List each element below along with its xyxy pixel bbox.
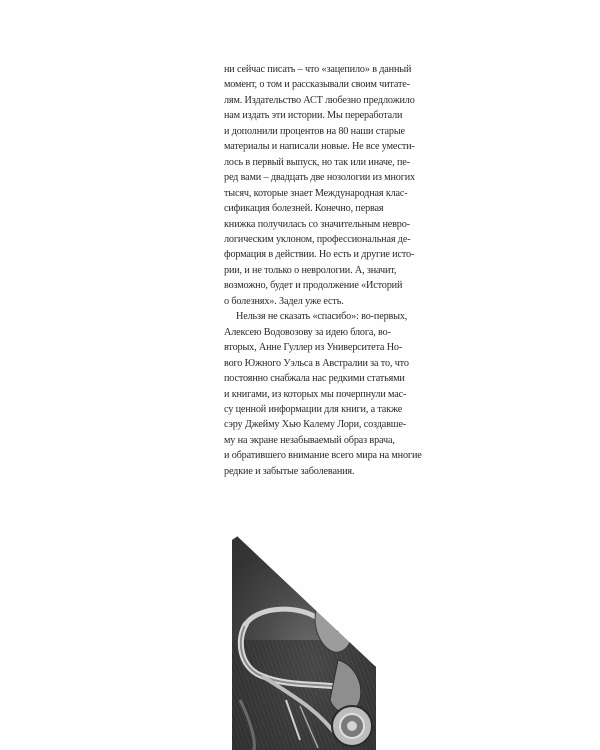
- text-line: тысяч, которые знает Международная клас-: [224, 187, 408, 199]
- text-line: формация в действии. Но есть и другие исто-: [224, 249, 415, 261]
- text-line: сификация болезней. Конечно, первая: [224, 203, 384, 215]
- text-line: материалы и написали новые. Не все умести-: [224, 141, 415, 153]
- text-line: о болезнях». Задел уже есть.: [224, 295, 344, 307]
- text-line: вого Южного Уэльса в Австралии за то, что: [224, 357, 409, 369]
- text-line: су ценной информации для книги, а также: [224, 403, 403, 415]
- text-line: лось в первый выпуск, но так или иначе, пе-: [224, 156, 410, 168]
- text-line: ред вами – двадцать две нозологии из многих: [224, 172, 415, 184]
- text-line: постоянно снабжала нас редкими статьями: [224, 373, 405, 385]
- paragraph-2: [224, 309, 422, 479]
- text-line: возможно, будет и продолжение «Историй: [224, 280, 403, 292]
- text-line: Алексею Водовозову за идею блога, во-: [224, 326, 391, 338]
- text-line: и книгами, из которых мы почерпнули мас-: [224, 388, 407, 400]
- text-line: редкие и забытые заболевания.: [224, 465, 355, 477]
- text-line: му на экране незабываемый образ врача,: [224, 434, 395, 446]
- text-line: вторых, Анне Гуллер из Университета Но-: [224, 342, 403, 354]
- text-line: и дополнили процентов на 80 наши старые: [224, 125, 405, 137]
- text-line: и обратившего внимание всего мира на многие: [224, 450, 422, 462]
- paragraph-1: [224, 62, 415, 309]
- text-line: логическим уклоном, профессиональная де-: [224, 233, 411, 245]
- text-column: [224, 62, 422, 479]
- text-line: ни сейчас писать – что «зацепило» в данный: [224, 64, 412, 75]
- text-line: рии, и не только о неврологии. А, значит,: [224, 264, 397, 276]
- text-line: сэру Джейму Хью Калему Лори, создавше-: [224, 419, 407, 431]
- text-line: лям. Издательство АСТ любезно предложило: [224, 94, 415, 106]
- text-line: Нельзя не сказать «спасибо»: во-первых,: [236, 311, 408, 323]
- text-line: книжка получилась со значительным невро-: [224, 218, 410, 230]
- text-line: момент, о том и рассказывали своим читате-: [224, 79, 410, 91]
- text-line: нам издать эти истории. Мы переработали: [224, 110, 403, 122]
